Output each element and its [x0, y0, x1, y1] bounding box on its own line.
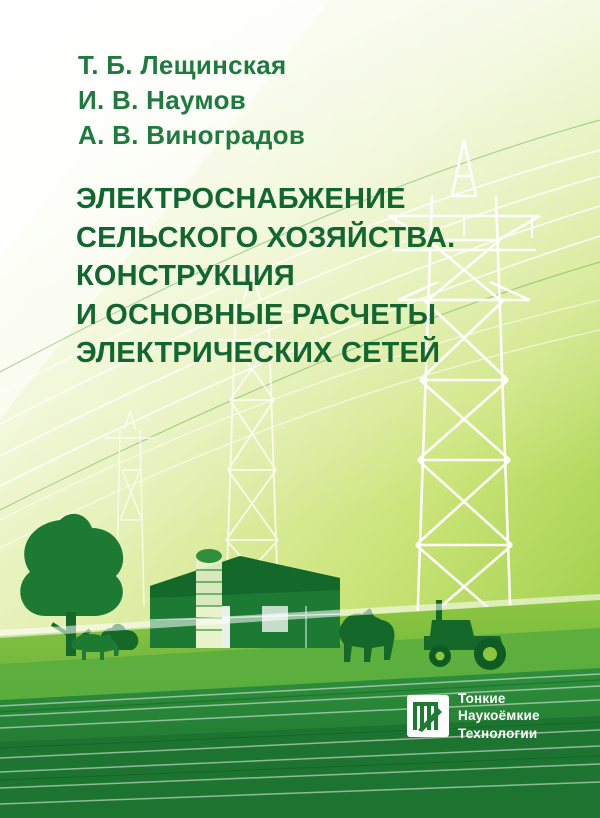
book-title — [76, 180, 576, 373]
publisher-line: Тонкие — [458, 691, 506, 707]
tnt-monogram-icon — [406, 694, 450, 738]
publisher-line: Наукоёмкие — [458, 708, 540, 724]
author-name: И. В. Наумов — [78, 84, 247, 115]
publisher-name — [458, 690, 540, 742]
title-line: СЕЛЬСКОГО ХОЗЯЙСТВА. — [76, 221, 456, 254]
author-list — [78, 48, 548, 152]
publisher-logo — [406, 670, 574, 762]
publisher-line: Технологии — [458, 725, 538, 741]
author-name: А. В. Виноградов — [78, 119, 306, 150]
title-line: ЭЛЕКТРОСНАБЖЕНИЕ — [76, 183, 406, 215]
title-line: КОНСТРУКЦИЯ — [76, 260, 295, 293]
title-line: ЭЛЕКТРИЧЕСКИХ СЕТЕЙ — [76, 337, 441, 370]
title-line: И ОСНОВНЫЕ РАСЧЕТЫ — [76, 298, 437, 331]
author-name: Т. Б. Лещинская — [78, 50, 287, 80]
